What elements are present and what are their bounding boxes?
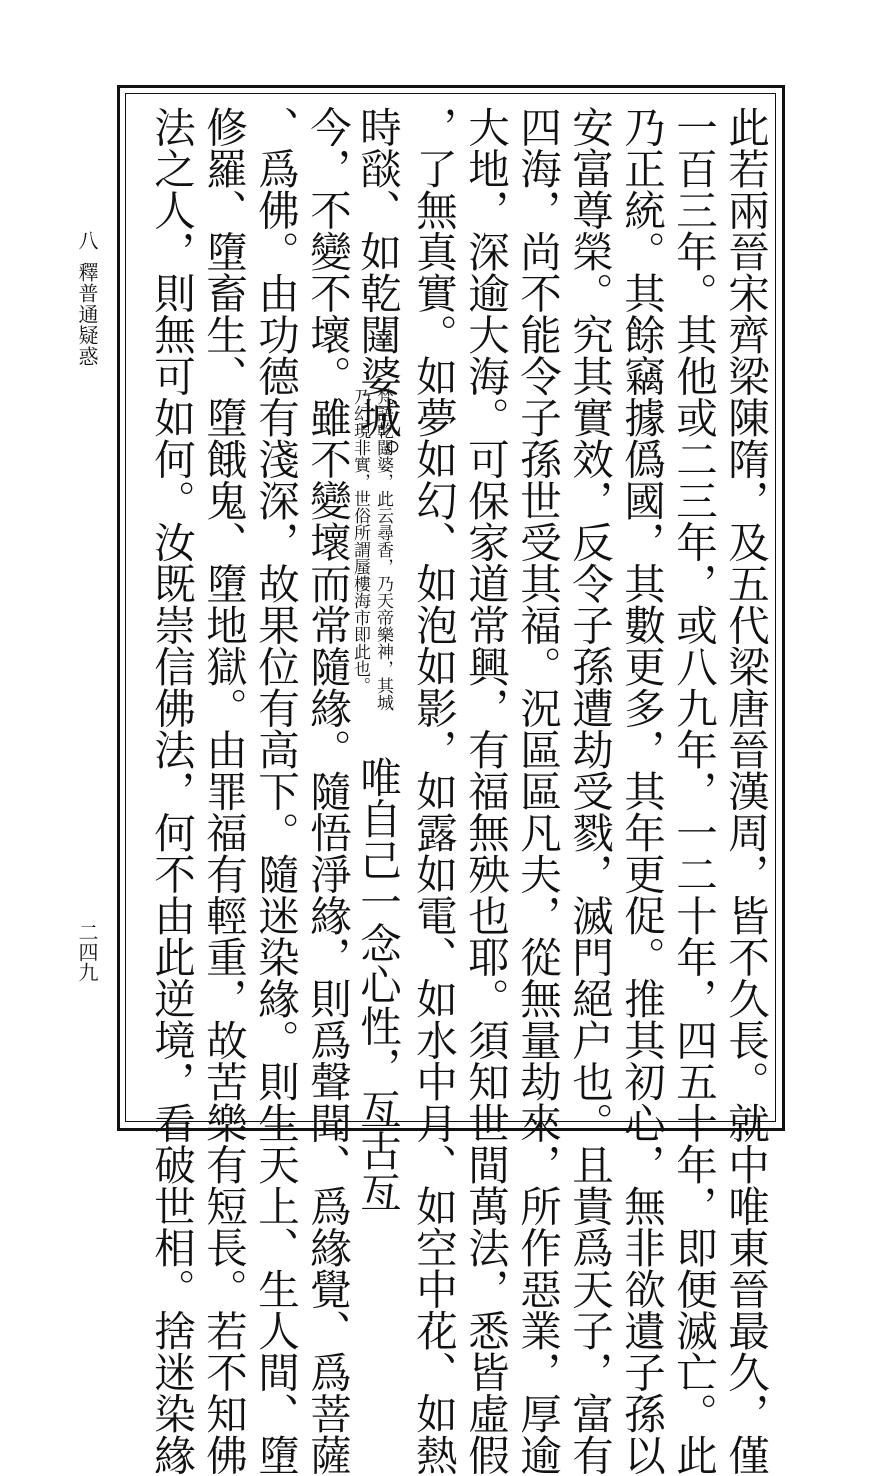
text-column-8: 時𦦨、如乾闥婆城。 [353,106,402,480]
text-column-1: 此若兩晉宋齊梁陳隋，及五代梁唐晉漢周，皆不久長。就中唯東晉最久，僅 [721,106,770,1476]
text-column-11: 修羅、墮畜生、墮餓鬼、墮地獄。由罪福有輕重，故苦樂有短長。若不知佛 [199,106,248,1476]
text-column-4: 安富尊榮。究其實效，反令子孫遭劫受戮，滅門絕户也。且貴爲天子，富有 [565,106,614,1476]
annotation-line-1: 梵語乾闥婆，此云尋香，乃天帝樂神，其城 [373,388,393,711]
text-column-7: ，了無真實。如夢如幻、如泡如影，如露如電、如水中月、如空中花、如熱 [409,106,458,1476]
book-title: 釋普通疑惑 [75,262,99,367]
text-column-10: 、爲佛。由功德有淺深，故果位有高下。隨迷染緣。則生天上、生人間、墮 [251,106,300,1476]
chapter-number: 八 [75,230,99,250]
text-column-2: 一百三年。其他或二三年，或八九年，一二十年，四五十年，即便滅亡。此 [669,106,718,1476]
text-column-8-tail: 唯自己一念心性，亙古亙 [353,756,402,1213]
text-column-6: 大地，深逾大海。可保家道常興，有福無殃也耶。須知世間萬法，悉皆虛假 [461,106,510,1476]
text-column-5: 四海，尚不能令子孫世受其福。況區區凡夫，從無量劫來，所作惡業，厚逾 [513,106,562,1476]
page-number: 二四九 [75,922,99,982]
text-column-9: 今，不變不壞。雖不變壞而常隨緣。隨悟淨緣，則爲聲聞、爲緣覺、爲菩薩 [303,106,352,1476]
text-column-12: 法之人，則無可如何。汝既崇信佛法，何不由此逆境，看破世相。捨迷染緣 [147,106,196,1476]
annotation-line-2: 乃幻現非實，世俗所謂蜃樓海市即此也。 [350,388,370,694]
text-column-3: 乃正統。其餘竊據僞國，其數更多，其年更促。推其初心，無非欲遺子孫以 [617,106,666,1476]
